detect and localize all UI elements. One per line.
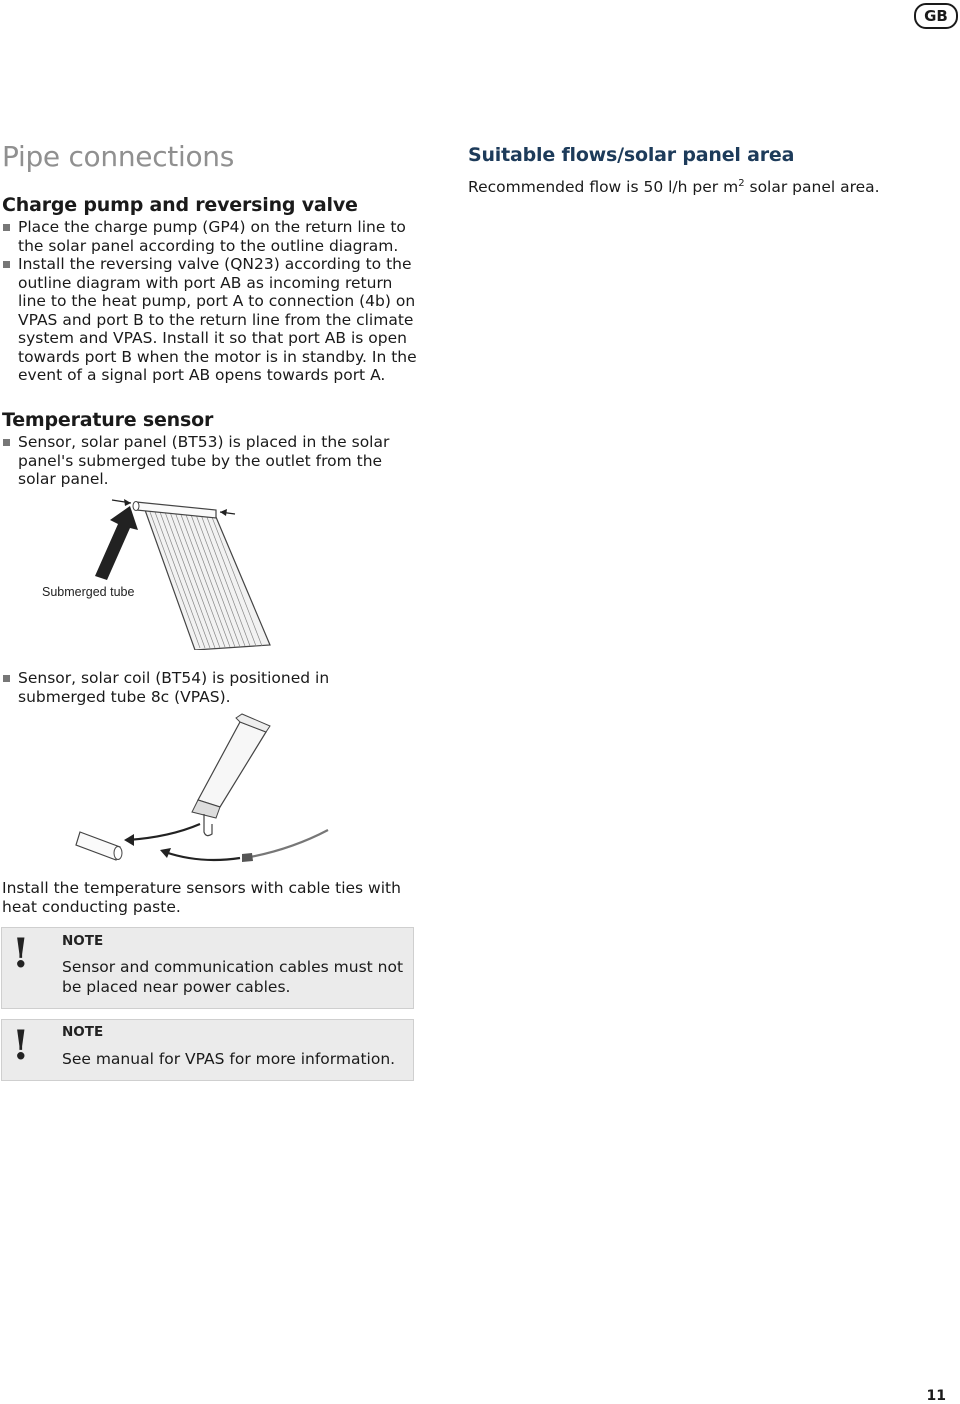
bullet-icon bbox=[3, 439, 10, 446]
flow-text-end: solar panel area. bbox=[744, 178, 880, 197]
temperature-sensor-bullets bbox=[2, 433, 420, 489]
charge-pump-bullets bbox=[2, 218, 420, 385]
flow-text-start: Recommended flow is 50 l/h per m bbox=[468, 178, 739, 197]
solar-coil-bullets bbox=[2, 669, 420, 706]
list-item bbox=[2, 218, 420, 255]
language-badge: GB bbox=[914, 3, 958, 29]
figure-label-submerged-tube: Submerged tube bbox=[42, 585, 135, 599]
temperature-sensor-heading: Temperature sensor bbox=[2, 409, 214, 431]
note-text: Sensor and communication cables must not be placed near power cables. bbox=[62, 958, 404, 996]
bullet-icon bbox=[3, 261, 10, 268]
note-box bbox=[1, 927, 414, 1009]
exclamation-icon: ! bbox=[12, 1022, 30, 1069]
note-label: NOTE bbox=[62, 1024, 104, 1040]
bullet-text: Sensor, solar coil (BT54) is positioned in submerged tube 8c (VPAS). bbox=[18, 669, 330, 706]
list-item bbox=[2, 255, 420, 385]
bullet-text: Place the charge pump (GP4) on the return line to the solar panel according to the outline diagram. bbox=[18, 218, 406, 255]
bullet-icon bbox=[3, 224, 10, 231]
flow-superscript: 2 bbox=[738, 178, 745, 189]
note-label: NOTE bbox=[62, 933, 104, 949]
charge-pump-heading: Charge pump and reversing valve bbox=[2, 194, 358, 216]
solar-panel-illustration bbox=[30, 490, 290, 650]
note-text: See manual for VPAS for more information. bbox=[62, 1050, 396, 1068]
note-box bbox=[1, 1019, 414, 1081]
bullet-text: Install the reversing valve (QN23) according to the outline diagram with port AB as incoming return line to the heat pump, port A to connection (4b) on VPAS and port B to the return line from the climate system and VPAS. Install it so that port AB is open towards port B when the motor is in standby. In the event of a signal port AB opens towards port A. bbox=[18, 255, 417, 384]
paste-tube-illustration bbox=[70, 712, 340, 872]
bullet-icon bbox=[3, 675, 10, 682]
list-item bbox=[2, 669, 420, 706]
bullet-text: Sensor, solar panel (BT53) is placed in the solar panel's submerged tube by the outlet from the solar panel. bbox=[18, 433, 390, 488]
suitable-flows-heading: Suitable flows/solar panel area bbox=[468, 144, 795, 166]
exclamation-icon: ! bbox=[12, 930, 30, 977]
page-number: 11 bbox=[926, 1388, 946, 1404]
page-title: Pipe connections bbox=[2, 140, 235, 173]
list-item bbox=[2, 433, 420, 489]
install-instruction: Install the temperature sensors with cable ties with heat conducting paste. bbox=[2, 879, 401, 916]
recommended-flow-text bbox=[468, 175, 948, 197]
